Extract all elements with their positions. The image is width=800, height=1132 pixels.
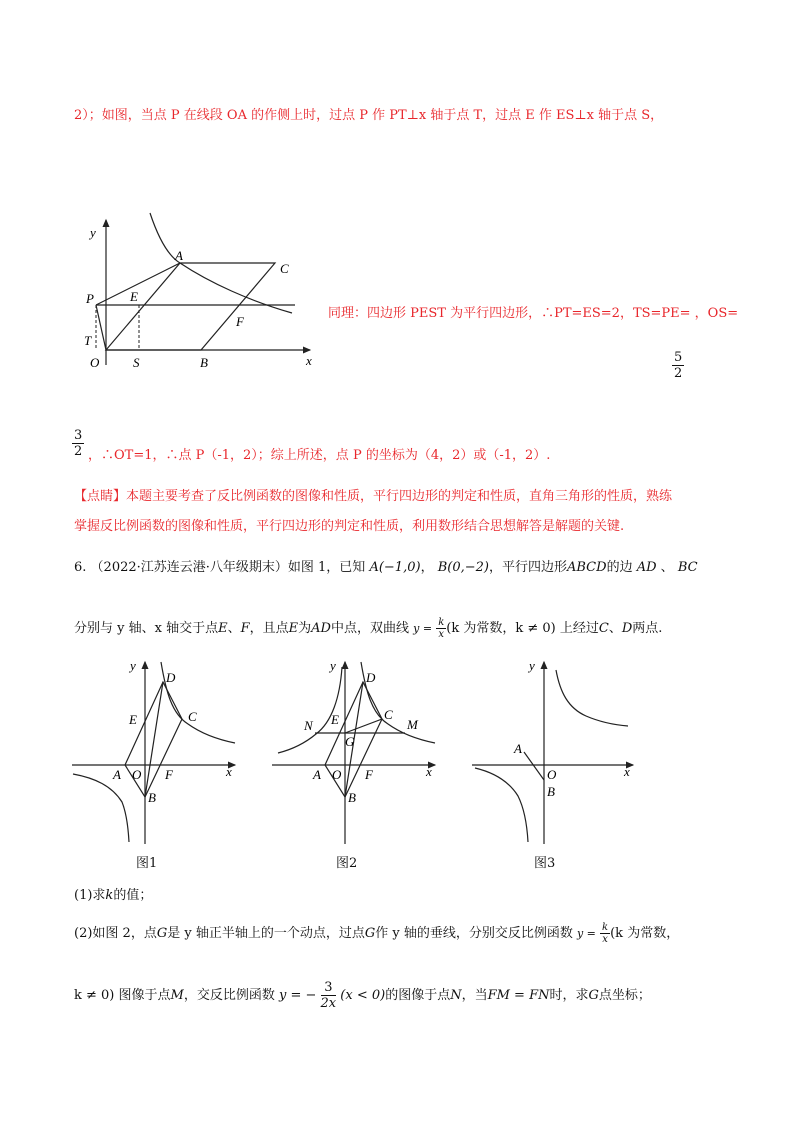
hyperbola-branch-1 [556, 670, 628, 726]
segment-ab [524, 752, 544, 780]
label-f: F [165, 767, 173, 782]
label-y: y [529, 658, 535, 673]
label-x: x [624, 764, 630, 779]
label-a: A [514, 741, 522, 756]
label-o: O [132, 767, 142, 782]
fraction-3-2: $\frac{3}{2}$ [74, 428, 83, 459]
label-b: B [200, 355, 208, 370]
solution-line-1: 2）；如图，当点 P 在线段 OA 的作侧上时，过点 P 作 PT⊥x 轴于点 T，过点 E 作 ES⊥x 轴于点 S， [74, 108, 664, 123]
hyperbola-branch-3 [73, 774, 129, 842]
label-a: A [175, 248, 183, 263]
label-e: E [129, 712, 137, 727]
label-f: F [365, 767, 373, 782]
label-e: E [130, 289, 138, 304]
fraction-5-2: $\frac{5}{2}$ [674, 350, 683, 381]
parallelogram-oacb [106, 263, 275, 350]
label-d: D [366, 670, 376, 685]
label-d: D [166, 670, 176, 685]
label-x: x [426, 764, 432, 779]
label-y: y [330, 658, 336, 673]
figure-1 [70, 652, 245, 847]
label-o: O [90, 355, 100, 370]
label-b: B [348, 790, 356, 805]
label-a: A [313, 767, 321, 782]
question-6-line-1: 6. （2022·江苏连云港·八年级期末）如图 1，已知 A(−1,0)， B(0,−2)，平行四边形ABCD的边 AD 、 BC [74, 560, 698, 575]
subquestion-2-line-2: k ≠ 0) 图像于点M，交反比例函数 y = − $\frac{3}{2x} (x < 0)$的图像于点N，当FM = FN时，求G点坐标； [74, 980, 651, 1011]
label-x: x [306, 353, 312, 368]
subquestion-2-line-1: (2)如图 2，点G是 y 轴正半轴上的一个动点，过点G作 y 轴的垂线，分别交反比例函数 y = $\frac{k}{x}(k$ 为常数， [74, 922, 680, 945]
label-o: O [547, 767, 557, 782]
label-s: S [133, 355, 140, 370]
solution-right-text: 同理：四边形 PEST 为平行四边形，∴PT=ES=2，TS=PE= ，OS= [328, 306, 739, 321]
solution-line-3: ，∴OT=1，∴点 P（-1，2）；综上所述，点 P 的坐标为（4，2）或（-1，2）. [88, 448, 551, 463]
label-o: O [332, 767, 342, 782]
dianjing-line-2: 掌握反比例函数的图像和性质，平行四边形的判定和性质，利用数形结合思想解答是解题的关键. [74, 519, 625, 534]
hyperbola-branch-3 [475, 768, 528, 842]
label-x: x [226, 764, 232, 779]
figure-2 [270, 652, 445, 847]
label-m: M [407, 717, 418, 732]
label-y: y [90, 225, 96, 240]
label-g: G [345, 734, 355, 749]
subquestion-1: (1)求k的值； [74, 888, 153, 903]
label-n: N [304, 718, 313, 733]
caption-figure-1: 图1 [136, 856, 158, 871]
label-a: A [113, 767, 121, 782]
label-c: C [384, 707, 393, 722]
caption-figure-3: 图3 [534, 856, 556, 871]
figure-3 [470, 652, 645, 847]
figure-top [70, 205, 320, 375]
label-b: B [148, 790, 156, 805]
dianjing-line-1: 【点睛】本题主要考查了反比例函数的图像和性质，平行四边形的判定和性质，直角三角形的性质，熟练 [74, 489, 673, 504]
label-t: T [84, 333, 92, 348]
line-po [96, 305, 106, 350]
label-c: C [188, 709, 197, 724]
label-b: B [547, 784, 555, 799]
label-p: P [86, 291, 94, 306]
hyperbola-neg-branch [278, 667, 342, 753]
line-pa [96, 263, 180, 305]
diagonal-bd [145, 682, 163, 797]
label-c: C [280, 261, 289, 276]
label-e: E [331, 712, 339, 727]
question-6-line-2: 分别与 y 轴、x 轴交于点E、F，且点E为AD中点，双曲线 y = $\frac{k}{x}(k$ 为常数，k ≠ 0) 上经过C、D两点. [74, 617, 663, 640]
label-f: F [236, 314, 244, 329]
label-y: y [130, 658, 136, 673]
caption-figure-2: 图2 [336, 856, 358, 871]
